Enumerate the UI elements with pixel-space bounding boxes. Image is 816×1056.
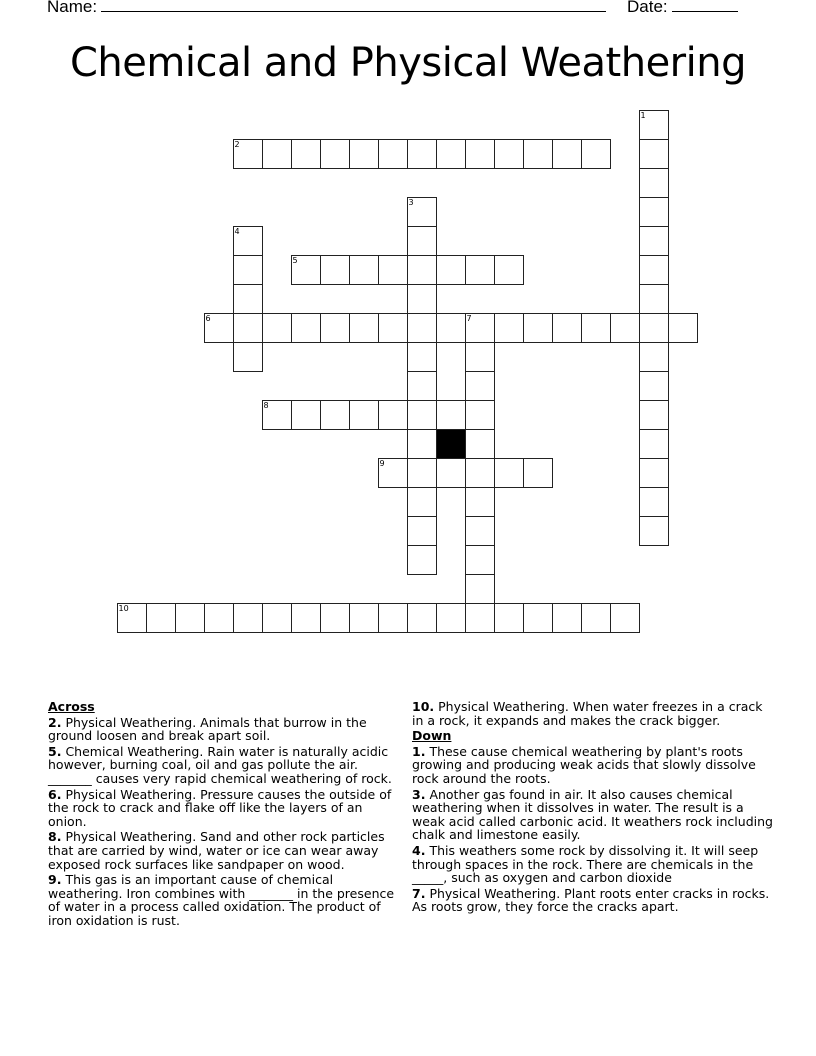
grid-cell[interactable] — [407, 516, 437, 546]
clue-down-3 — [412, 788, 774, 842]
grid-cell[interactable] — [233, 284, 263, 314]
grid-cell[interactable] — [204, 313, 234, 343]
grid-cell[interactable] — [291, 603, 321, 633]
grid-cell[interactable] — [407, 284, 437, 314]
name-field[interactable] — [47, 0, 606, 17]
grid-cell[interactable] — [639, 110, 669, 140]
grid-cell[interactable] — [639, 458, 669, 488]
name-line[interactable] — [101, 0, 606, 12]
clue-number: 9. — [48, 872, 62, 888]
clue-across-5 — [48, 745, 400, 786]
grid-cell[interactable] — [349, 400, 379, 430]
grid-cell[interactable] — [639, 487, 669, 517]
grid-cell[interactable] — [378, 458, 408, 488]
grid-cell[interactable] — [465, 400, 495, 430]
grid-cell[interactable] — [233, 255, 263, 285]
clue-across-8 — [48, 830, 400, 871]
date-field[interactable] — [627, 0, 738, 17]
grid-cell[interactable] — [320, 313, 350, 343]
date-line[interactable] — [672, 0, 738, 12]
clue-down-7 — [412, 887, 774, 914]
grid-cell[interactable] — [407, 371, 437, 401]
clue-text: Another gas found in air. It also causes chemical weathering when it dissolves in water. The result is a weak acid called carbonic acid. It weathers rock including chalk and limestone easily. — [412, 786, 773, 843]
grid-cell[interactable] — [639, 516, 669, 546]
cell-number: 5 — [292, 255, 298, 265]
grid-cell[interactable] — [465, 458, 495, 488]
grid-cell[interactable] — [523, 139, 553, 169]
grid-cell[interactable] — [639, 284, 669, 314]
grid-cell[interactable] — [494, 603, 524, 633]
cell-number: 2 — [234, 139, 240, 149]
grid-cell[interactable] — [639, 139, 669, 169]
grid-cell[interactable] — [233, 139, 263, 169]
grid-cell[interactable] — [465, 342, 495, 372]
grid-cell[interactable] — [465, 139, 495, 169]
grid-cell[interactable] — [146, 603, 176, 633]
grid-cell[interactable] — [204, 603, 234, 633]
grid-cell[interactable] — [262, 313, 292, 343]
grid-cell[interactable] — [465, 545, 495, 575]
grid-cell[interactable] — [349, 313, 379, 343]
across-heading: Across — [48, 699, 95, 714]
clue-text: This weathers some rock by dissolving it. It will seep through spaces in the rock. There are chemicals in the _____, such as oxygen and carbon dioxide — [412, 842, 759, 886]
grid-cell[interactable] — [494, 255, 524, 285]
grid-cell[interactable] — [639, 197, 669, 227]
grid-cell[interactable] — [407, 197, 437, 227]
cell-number: 4 — [234, 226, 240, 236]
grid-cell[interactable] — [291, 139, 321, 169]
date-label: Date: — [627, 0, 668, 16]
grid-cell[interactable] — [407, 400, 437, 430]
grid-cell[interactable] — [610, 603, 640, 633]
clue-text: These cause chemical weathering by plant's roots growing and producing weak acids that slowly dissolve rock around the roots. — [412, 743, 756, 786]
grid-cell[interactable] — [233, 226, 263, 256]
grid-cell[interactable] — [581, 139, 611, 169]
clue-number: 2. — [48, 714, 62, 730]
clue-number: 5. — [48, 743, 62, 759]
grid-cell[interactable] — [233, 603, 263, 633]
page-title: Chemical and Physical Weathering — [70, 40, 746, 86]
grid-cell[interactable] — [436, 139, 466, 169]
grid-cell[interactable] — [639, 255, 669, 285]
cell-number: 8 — [263, 400, 269, 410]
black-cell — [436, 429, 466, 459]
grid-cell[interactable] — [320, 603, 350, 633]
grid-cell[interactable] — [436, 400, 466, 430]
grid-cell[interactable] — [291, 313, 321, 343]
grid-cell[interactable] — [407, 429, 437, 459]
grid-cell[interactable] — [581, 313, 611, 343]
grid-cell[interactable] — [262, 400, 292, 430]
grid-cell[interactable] — [378, 603, 408, 633]
clue-text: Physical Weathering. When water freezes in a crack in a rock, it expands and makes the crack bigger. — [412, 699, 763, 728]
grid-cell[interactable] — [465, 603, 495, 633]
cell-number: 1 — [640, 110, 646, 120]
grid-cell[interactable] — [407, 342, 437, 372]
clue-text: Physical Weathering. Animals that burrow in the ground loosen and break apart soil. — [48, 714, 367, 744]
grid-cell[interactable] — [349, 255, 379, 285]
grid-cell[interactable] — [407, 255, 437, 285]
grid-cell[interactable] — [523, 458, 553, 488]
clue-text: Chemical Weathering. Rain water is naturally acidic however, burning coal, oil and gas pollute the air. _______ causes very rapid chemical weathering of rock. — [48, 743, 392, 786]
grid-cell[interactable] — [436, 458, 466, 488]
clue-across-10 — [412, 700, 774, 727]
grid-cell[interactable] — [639, 400, 669, 430]
grid-cell[interactable] — [407, 545, 437, 575]
clue-number: 1. — [412, 743, 426, 759]
clue-down-1 — [412, 745, 774, 786]
grid-cell[interactable] — [552, 139, 582, 169]
grid-cell[interactable] — [639, 168, 669, 198]
grid-cell[interactable] — [291, 255, 321, 285]
clue-text: Physical Weathering. Pressure causes the outside of the rock to crack and flake off like the layers of an onion. — [48, 786, 392, 829]
grid-cell[interactable] — [407, 139, 437, 169]
grid-cell[interactable] — [407, 603, 437, 633]
grid-cell[interactable] — [407, 458, 437, 488]
clue-number: 6. — [48, 786, 62, 802]
grid-cell[interactable] — [407, 487, 437, 517]
clue-across-9 — [48, 873, 400, 927]
grid-cell[interactable] — [378, 139, 408, 169]
grid-cell[interactable] — [465, 574, 495, 604]
grid-cell[interactable] — [465, 255, 495, 285]
grid-cell[interactable] — [436, 313, 466, 343]
grid-cell[interactable] — [639, 429, 669, 459]
grid-cell[interactable] — [465, 429, 495, 459]
cell-number: 3 — [408, 197, 414, 207]
name-label: Name: — [47, 0, 98, 16]
grid-cell[interactable] — [494, 139, 524, 169]
grid-cell[interactable] — [291, 400, 321, 430]
crossword-grid — [117, 110, 697, 632]
cell-number: 9 — [379, 458, 385, 468]
clue-number: 10. — [412, 699, 435, 714]
grid-cell[interactable] — [407, 226, 437, 256]
grid-cell[interactable] — [436, 255, 466, 285]
grid-cell[interactable] — [639, 226, 669, 256]
grid-cell[interactable] — [552, 313, 582, 343]
grid-cell[interactable] — [668, 313, 698, 343]
clue-text: Physical Weathering. Sand and other rock particles that are carried by wind, water or ice can wear away exposed rock surfaces like sandpaper on wood. — [48, 829, 385, 872]
down-heading: Down — [412, 728, 452, 744]
grid-cell[interactable] — [465, 371, 495, 401]
grid-cell[interactable] — [552, 603, 582, 633]
grid-cell[interactable] — [523, 603, 553, 633]
clue-down-4 — [412, 844, 774, 885]
grid-cell[interactable] — [378, 255, 408, 285]
grid-cell[interactable] — [407, 313, 437, 343]
grid-cell[interactable] — [436, 603, 466, 633]
grid-cell[interactable] — [233, 313, 263, 343]
grid-cell[interactable] — [233, 342, 263, 372]
grid-cell[interactable] — [465, 516, 495, 546]
clue-across-6 — [48, 788, 400, 829]
grid-cell[interactable] — [465, 313, 495, 343]
grid-cell[interactable] — [117, 603, 147, 633]
grid-cell[interactable] — [639, 371, 669, 401]
grid-cell[interactable] — [349, 139, 379, 169]
grid-cell[interactable] — [320, 139, 350, 169]
clue-number: 7. — [412, 885, 426, 901]
grid-cell[interactable] — [320, 400, 350, 430]
grid-cell[interactable] — [639, 313, 669, 343]
clue-number: 3. — [412, 786, 426, 802]
grid-cell[interactable] — [378, 313, 408, 343]
grid-cell[interactable] — [494, 458, 524, 488]
clue-text: This gas is an important cause of chemical weathering. Iron combines with _______ in the presence of water in a process called oxidation. The product of iron oxidation is rust. — [48, 872, 395, 928]
clue-across-2 — [48, 716, 400, 743]
grid-cell[interactable] — [639, 342, 669, 372]
cell-number: 7 — [466, 313, 472, 323]
grid-cell[interactable] — [349, 603, 379, 633]
grid-cell[interactable] — [610, 313, 640, 343]
clue-text: Physical Weathering. Plant roots enter cracks in rocks. As roots grow, they force the cracks apart. — [412, 885, 770, 915]
grid-cell[interactable] — [523, 313, 553, 343]
grid-cell[interactable] — [175, 603, 205, 633]
cell-number: 6 — [205, 313, 211, 323]
grid-cell[interactable] — [494, 313, 524, 343]
grid-cell[interactable] — [465, 487, 495, 517]
grid-cell[interactable] — [262, 603, 292, 633]
clue-number: 8. — [48, 829, 62, 845]
grid-cell[interactable] — [262, 139, 292, 169]
clues-right-column — [412, 700, 774, 916]
clue-number: 4. — [412, 842, 426, 858]
grid-cell[interactable] — [320, 255, 350, 285]
clues-left-column — [48, 700, 400, 930]
grid-cell[interactable] — [581, 603, 611, 633]
grid-cell[interactable] — [378, 400, 408, 430]
cell-number: 10 — [118, 603, 129, 613]
